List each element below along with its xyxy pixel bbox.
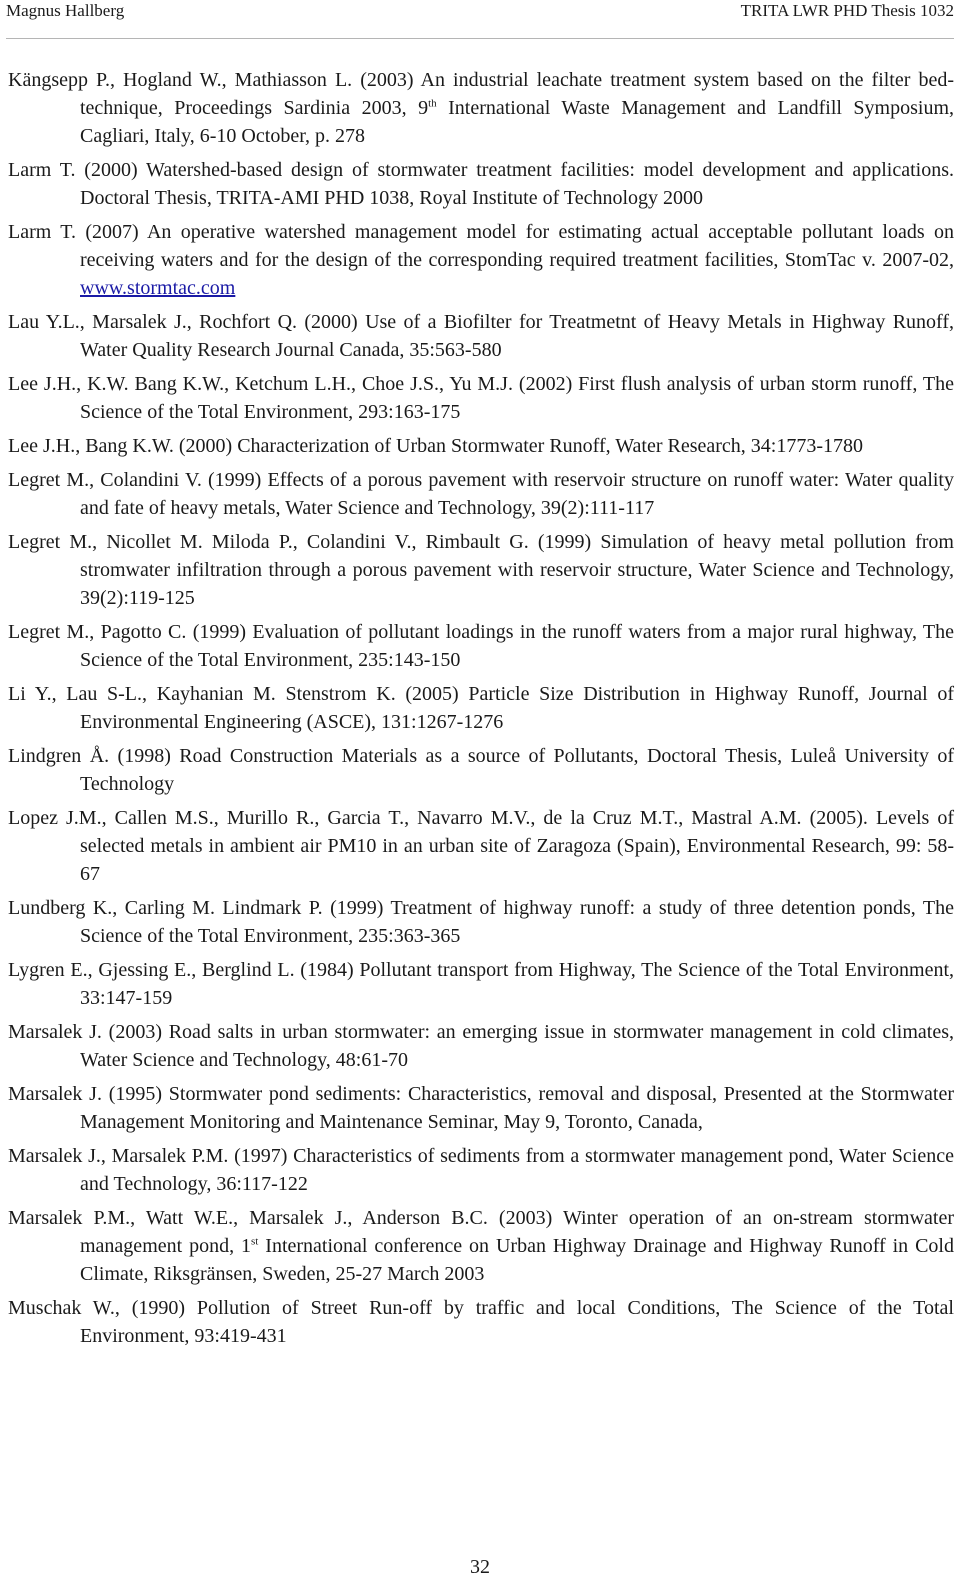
reference-text: Li Y., Lau S-L., Kayhanian M. Stenstrom K. (2005) Particle Size Distribution in Highway Runoff, Journal of Environmental Engineering (ASCE), 131:1267-1276 [8,683,954,733]
reference-text: Muschak W., (1990) Pollution of Street Run-off by traffic and local Conditions, The Science of the Total Environment, 93:419-431 [8,1297,954,1347]
reference-entry [8,156,954,212]
reference-text: Kängsepp P., Hogland W., Mathiasson L. (2003) An industrial leachate treatment system based on the filter bed-technique, Proceedings Sardinia 2003, 9 [8,69,954,119]
reference-text: Lopez J.M., Callen M.S., Murillo R., Garcia T., Navarro M.V., de la Cruz M.T., Mastral A.M. (2005). Levels of selected metals in ambient air PM10 in an urban site of Zaragoza (Spain), Environmental Research, 99: 58-67 [8,807,954,885]
reference-text: Lee J.H., K.W. Bang K.W., Ketchum L.H., Choe J.S., Yu M.J. (2002) First flush analysis of urban storm runoff, The Science of the Total Environment, 293:163-175 [8,373,954,423]
ordinal-superscript: st [251,1235,259,1248]
reference-text: Marsalek P.M., Watt W.E., Marsalek J., Anderson B.C. (2003) Winter operation of an on-stream stormwater management pond, 1 [8,1207,954,1257]
reference-text: Legret M., Colandini V. (1999) Effects of a porous pavement with reservoir structure on runoff water: Water quality and fate of heavy metals, Water Science and Technology, 39(2):111-117 [8,469,954,519]
reference-text: Marsalek J., Marsalek P.M. (1997) Characteristics of sediments from a stormwater management pond, Water Science and Technology, 36:117-122 [8,1145,954,1195]
reference-text-continued: International conference on Urban Highway Drainage and Highway Runoff in Cold Climate, Riksgränsen, Sweden, 25-27 March 2003 [80,1235,954,1285]
reference-entry [8,804,954,888]
reference-text: Legret M., Pagotto C. (1999) Evaluation of pollutant loadings in the runoff waters from a major rural highway, The Science of the Total Environment, 235:143-150 [8,621,954,671]
header-divider [6,38,954,39]
reference-entry [8,1142,954,1198]
reference-text: Larm T. (2007) An operative watershed management model for estimating actual acceptable pollutant loads on receiving waters and for the design of the corresponding required treatment facilities, StomTac v. 2007-02, [8,221,954,271]
page-number: 32 [470,1556,490,1578]
reference-text: Lygren E., Gjessing E., Berglind L. (1984) Pollutant transport from Highway, The Science of the Total Environment, 33:147-159 [8,959,954,1009]
reference-entry [8,1080,954,1136]
reference-entry [8,466,954,522]
reference-entry [8,618,954,674]
ordinal-superscript: th [428,97,437,110]
reference-entry [8,432,954,460]
reference-text: Larm T. (2000) Watershed-based design of stormwater treatment facilities: model development and applications. Doctoral Thesis, TRITA-AMI PHD 1038, Royal Institute of Technology 2000 [8,159,954,209]
reference-link[interactable]: www.stormtac.com [80,277,236,299]
reference-list [8,66,954,1356]
reference-text: Legret M., Nicollet M. Miloda P., Colandini V., Rimbault G. (1999) Simulation of heavy metal pollution from stromwater infiltration through a porous pavement with reservoir structure, Water Science and Technology, 39(2):119-125 [8,531,954,609]
reference-text: Lindgren Å. (1998) Road Construction Materials as a source of Pollutants, Doctoral Thesis, Luleå University of Technology [8,745,954,795]
reference-text: Lee J.H., Bang K.W. (2000) Characterization of Urban Stormwater Runoff, Water Research, 34:1773-1780 [8,435,864,457]
reference-entry [8,894,954,950]
reference-entry [8,218,954,302]
running-header [6,0,954,30]
reference-entry [8,308,954,364]
reference-entry [8,1018,954,1074]
reference-entry [8,370,954,426]
header-author: Magnus Hallberg [6,1,125,20]
reference-text: Lundberg K., Carling M. Lindmark P. (1999) Treatment of highway runoff: a study of three detention ponds, The Science of the Total Environment, 235:363-365 [8,897,954,947]
reference-entry [8,1294,954,1350]
reference-text-continued: International Waste Management and Landfill Symposium, Cagliari, Italy, 6-10 October, p. 278 [80,97,954,147]
reference-text: Lau Y.L., Marsalek J., Rochfort Q. (2000) Use of a Biofilter for Treatmetnt of Heavy Metals in Highway Runoff, Water Quality Research Journal Canada, 35:563-580 [8,311,954,361]
reference-entry [8,680,954,736]
reference-entry [8,742,954,798]
reference-entry [8,66,954,150]
reference-text: Marsalek J. (2003) Road salts in urban stormwater: an emerging issue in stormwater management in cold climates, Water Science and Technology, 48:61-70 [8,1021,954,1071]
reference-entry [8,956,954,1012]
header-thesis-id: TRITA LWR PHD Thesis 1032 [740,1,954,20]
reference-text: Marsalek J. (1995) Stormwater pond sediments: Characteristics, removal and disposal, Presented at the Stormwater Management Monitoring and Maintenance Seminar, May 9, Toronto, Canada, [8,1083,954,1133]
reference-entry [8,1204,954,1288]
reference-entry [8,528,954,612]
